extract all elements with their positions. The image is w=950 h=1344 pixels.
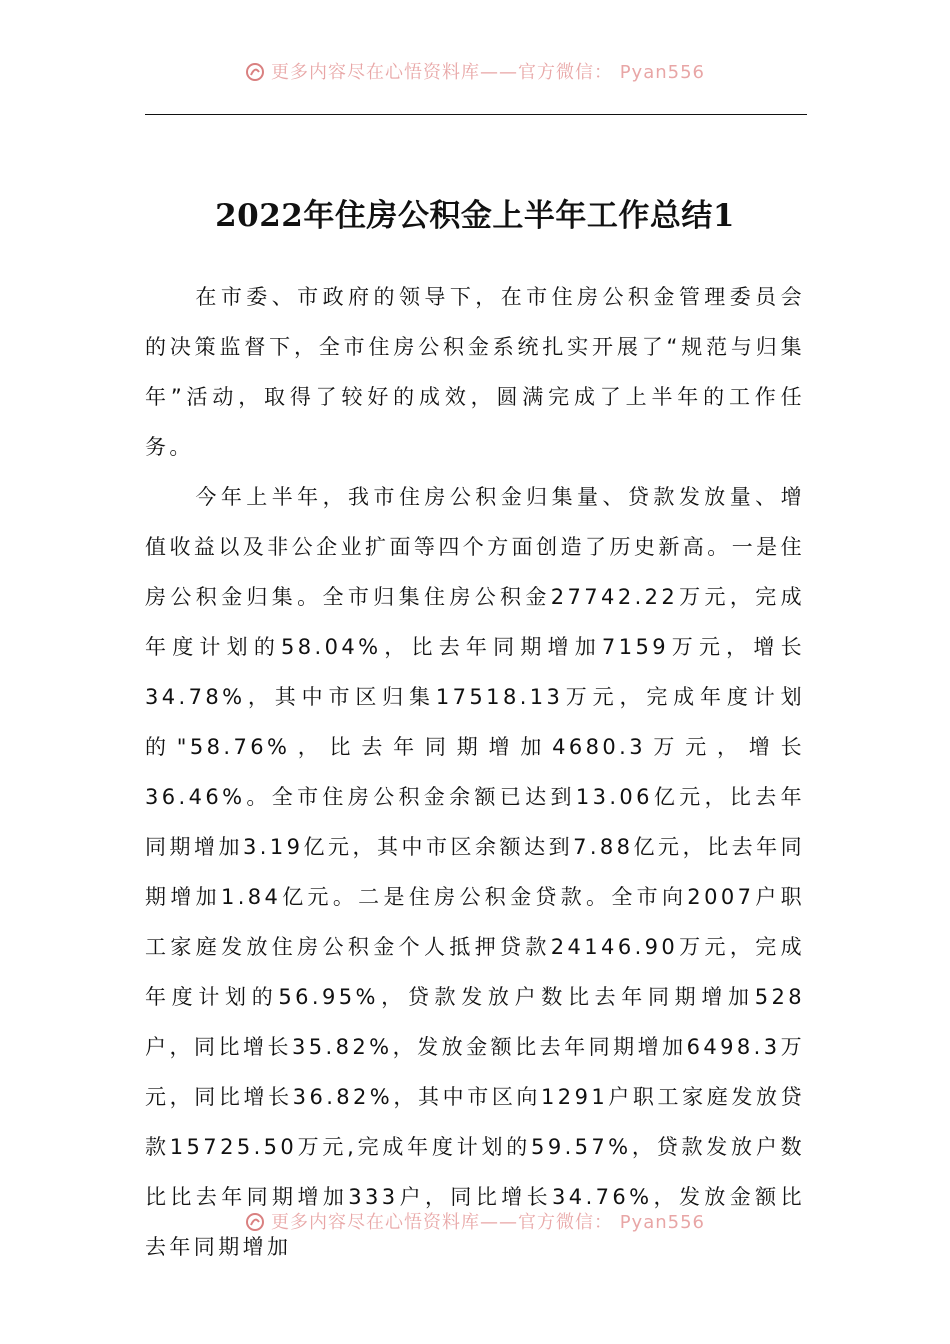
watermark-top	[0, 58, 950, 84]
watermark-bottom	[0, 1208, 950, 1234]
watermark-bottom-text: 更多内容尽在心悟资料库——官方微信： Pyan556	[270, 1212, 706, 1233]
logo-icon	[245, 62, 265, 82]
watermark-top-text: 更多内容尽在心悟资料库——官方微信： Pyan556	[270, 62, 706, 83]
document-body	[145, 272, 805, 1272]
paragraph-2: 今年上半年，我市住房公积金归集量、贷款发放量、增值收益以及非公企业扩面等四个方面创造了历史新高。一是住房公积金归集。全市归集住房公积金27742.22万元，完成年度计划的58.04%，比去年同期增加7159万元，增长34.78%，其中市区归集17518.13万元，完成年度计划的"58.76%，比去年同期增加4680.3万元，增长36.46%。全市住房公积金余额已达到13.06亿元，比去年同期增加3.19亿元，其中市区余额达到7.88亿元，比去年同期增加1.84亿元。二是住房公积金贷款。全市向2007户职工家庭发放住房公积金个人抵押贷款24146.90万元，完成年度计划的56.95%，贷款发放户数比去年同期增加528户，同比增长35.82%，发放金额比去年同期增加6498.3万元，同比增长36.82%，其中市区向1291户职工家庭发放贷款15725.50万元,完成年度计划的59.57%，贷款发放户数比比去年同期增加333户，同比增长34.76%，发放金额比去年同期增加	[145, 485, 805, 1259]
document-title: 2022年住房公积金上半年工作总结1	[215, 197, 735, 234]
logo-icon	[245, 1212, 265, 1232]
paragraph-1: 在市委、市政府的领导下，在市住房公积金管理委员会的决策监督下，全市住房公积金系统扎实开展了“规范与归集年”活动，取得了较好的成效，圆满完成了上半年的工作任务。	[145, 285, 805, 459]
header-divider	[145, 114, 807, 115]
